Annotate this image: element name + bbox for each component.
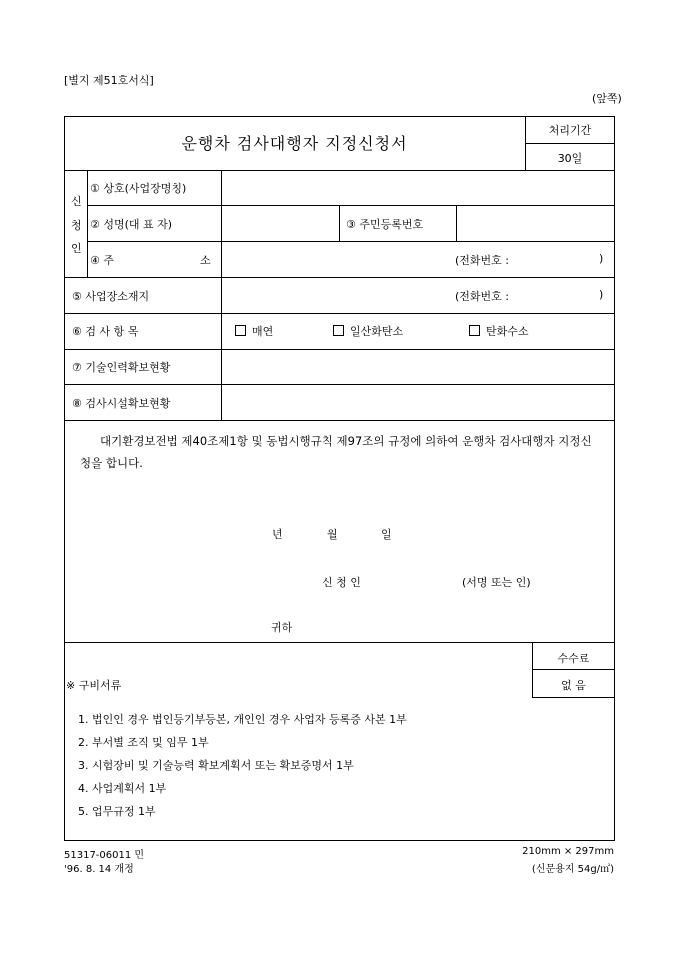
- recipient-label: 귀하: [271, 621, 293, 634]
- representative-name-label: ② 성명(대 표 자): [90, 218, 173, 231]
- address-field[interactable]: [222, 243, 452, 276]
- technical-staff-field[interactable]: [222, 351, 614, 383]
- documents-heading: ※ 구비서류: [66, 679, 122, 692]
- document-item-2: 2. 부서별 조직 및 임무 1부: [78, 736, 209, 749]
- business-name-field[interactable]: [222, 172, 614, 204]
- fee-value: 없 음: [561, 679, 586, 692]
- date-month: 월: [327, 528, 338, 541]
- footer-revised-date: '96. 8. 14 개정: [64, 864, 134, 875]
- option-hydrocarbon[interactable]: [469, 323, 529, 339]
- declaration-text: 대기환경보전법 제40조제1항 및 동법시행규칙 제97조의 규정에 의하여 운행차 검사대행자 지정신청을 합니다.: [80, 434, 592, 470]
- date-day: 일: [381, 528, 392, 541]
- smoke-label: 매연: [252, 325, 274, 338]
- smoke-checkbox[interactable]: [235, 325, 246, 336]
- document-item-4: 4. 사업계획서 1부: [78, 782, 167, 795]
- business-location-field[interactable]: [222, 279, 452, 312]
- address-phone-label: (전화번호 :: [455, 254, 509, 267]
- carbon-monoxide-label: 일산화탄소: [350, 325, 404, 338]
- date-year: 년: [272, 528, 283, 541]
- applicant-label-2: 청: [71, 219, 82, 232]
- inspection-items-label: ⑥ 검 사 항 목: [72, 325, 139, 338]
- applicant-label-3: 인: [71, 242, 82, 255]
- address-label-end: 소: [200, 254, 211, 267]
- footer-paper-type: (신문용지 54g/㎡): [531, 864, 614, 875]
- representative-name-field[interactable]: [222, 207, 338, 240]
- processing-period-label: 처리기간: [548, 124, 592, 137]
- footer-paper-size: 210mm × 297mm: [522, 846, 614, 857]
- document-item-3: 3. 시험장비 및 기술능력 확보계획서 또는 확보증명서 1부: [78, 759, 354, 772]
- business-name-label: ① 상호(사업장명칭): [90, 182, 187, 195]
- applicant-label-1: 신: [71, 195, 82, 208]
- document-item-1: 1. 법인인 경우 법인등기부등본, 개인인 경우 사업자 등록증 사본 1부: [78, 713, 407, 726]
- document-item-5: 5. 업무규정 1부: [78, 805, 156, 818]
- hydrocarbon-checkbox[interactable]: [469, 325, 480, 336]
- hydrocarbon-label: 탄화수소: [486, 325, 529, 338]
- signature-label: (서명 또는 인): [462, 576, 531, 589]
- inspection-facility-field[interactable]: [222, 386, 614, 419]
- technical-staff-label: ⑦ 기술인력확보현황: [72, 361, 171, 374]
- business-location-label: ⑤ 사업장소재지: [72, 290, 150, 303]
- inspection-facility-label: ⑧ 검사시설확보현황: [72, 397, 171, 410]
- processing-period-value: 30일: [557, 152, 583, 165]
- option-smoke[interactable]: [235, 323, 273, 339]
- form-number: [별지 제51호서식]: [64, 74, 154, 87]
- business-location-phone-label: (전화번호 :: [455, 290, 509, 303]
- option-carbon-monoxide[interactable]: [333, 323, 403, 339]
- resident-number-field[interactable]: [457, 207, 614, 240]
- fee-label: 수수료: [557, 652, 590, 665]
- address-label-start: ④ 주: [90, 254, 114, 267]
- signer-label: 신 청 인: [322, 576, 361, 589]
- address-phone-close: ): [599, 252, 604, 265]
- carbon-monoxide-checkbox[interactable]: [333, 325, 344, 336]
- form-title: 운행차 검사대행자 지정신청서: [181, 134, 408, 153]
- footer-form-code: 51317-06011 민: [64, 850, 145, 861]
- business-location-phone-close: ): [599, 288, 604, 301]
- page-side-label: (앞쪽): [592, 92, 622, 105]
- resident-number-label: ③ 주민등록번호: [346, 218, 424, 231]
